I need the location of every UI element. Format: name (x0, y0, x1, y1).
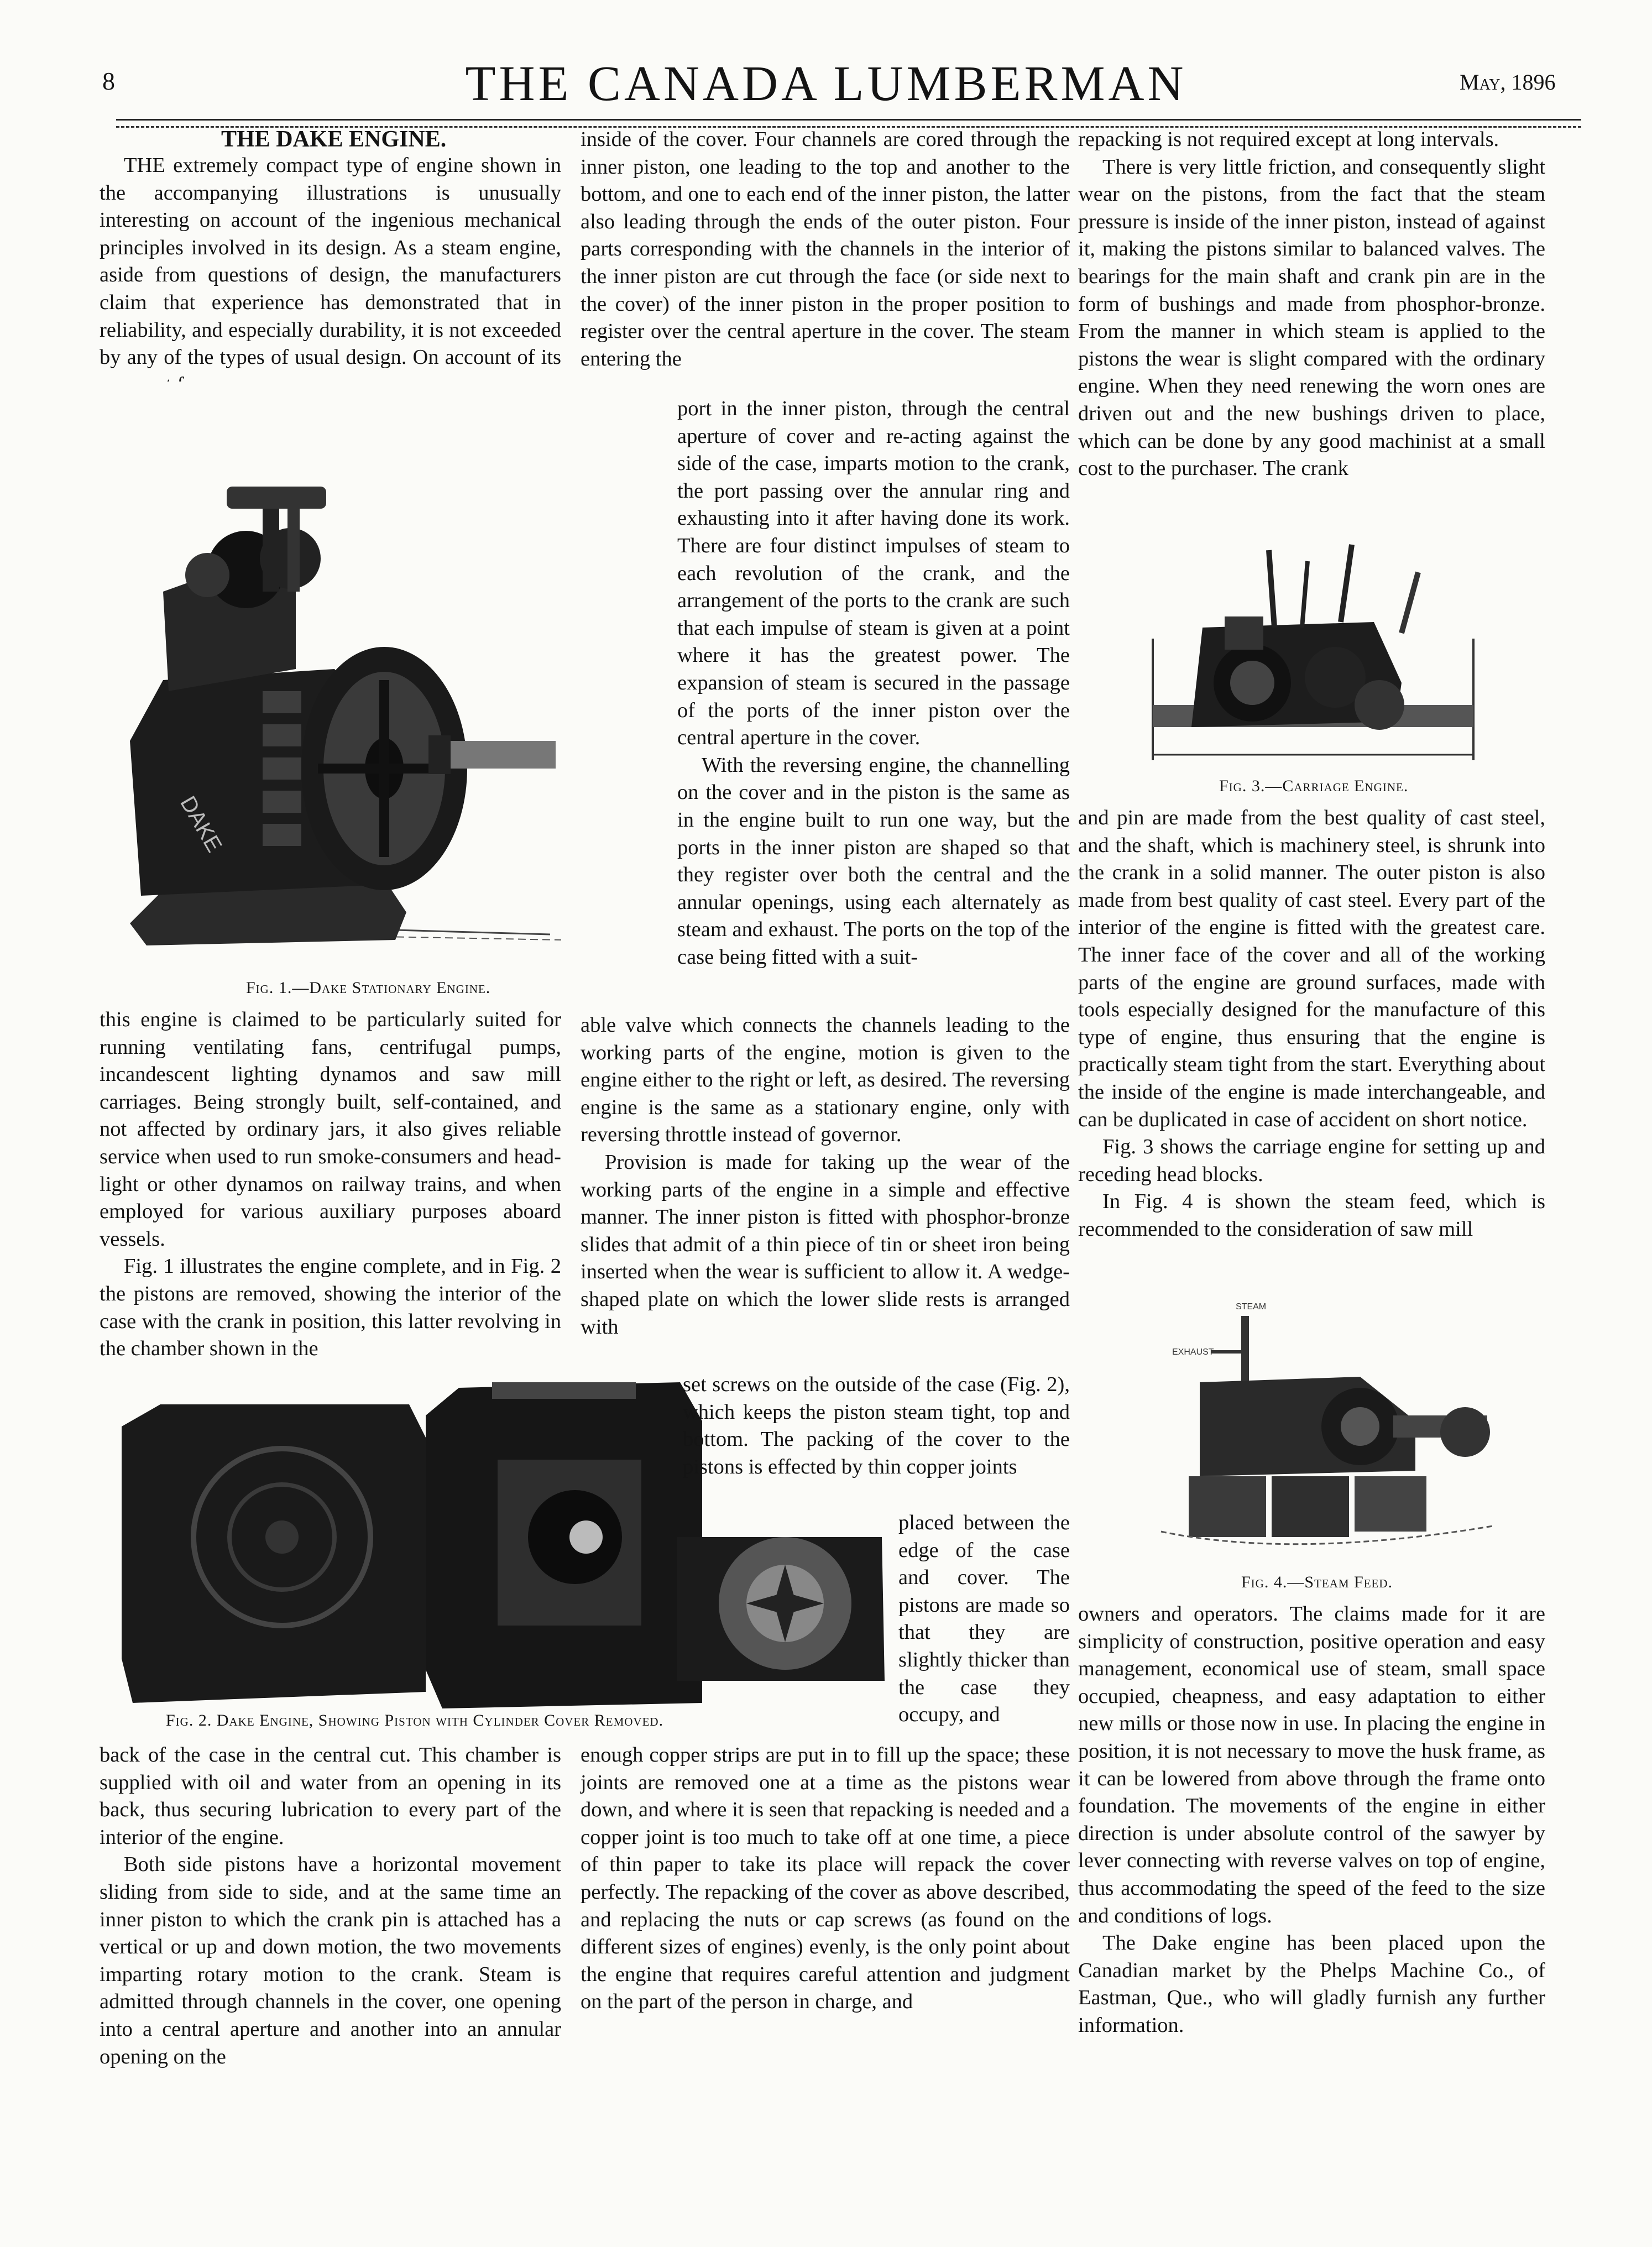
paragraph: owners and operators. The claims made for it are simplicity of construction, positive operation and easy management, economical use of steam, small space occupied, cheapness, and easy adaptation to either new mills or those now in use. In placing the engine in position, it is not necessary to move the husk frame, as it can be lowered from above through the frame onto foundation. The movements of the engine in either direction is under absolute control of the sawyer by lever connecting with reverse valves on top of engine, thus accommodating the speed of the feed to the size and conditions of logs. (1078, 1602, 1545, 1927)
col2-bottom-text (581, 1742, 1070, 2016)
fig4-steam-feed-illustration (1128, 1294, 1515, 1565)
fig2-caption: Fig. 2. Dake Engine, Showing Piston with Cylinder Cover Removed. (166, 1711, 664, 1729)
paragraph: port in the inner piston, through the central aperture of cover and re-acting against the side of the case, imparts motion to the crank, the port passing over the annular ring and exhausting into it after having done its work. There are four distinct impulses of steam to each revolution of the crank, and the arrangement of the ports to the crank are such that each impulse of steam is given at a point where it has the greatest power. The expansion of steam is secured in the passage of the ports of the inner piston over the central aperture in the cover. (677, 397, 1070, 750)
paragraph: and pin are made from the best quality of cast steel, and the shaft, which is machinery steel, is shrunk into the crank in a solid manner. The outer piston is also made from best quality of cast steel. Every part of the interior of the engine is fitted with the greatest care. The inner face of the cover and all of the working parts of the engine are ground surfaces, made with tools especially designed for the manufacture of this type of engine, thus ensuring that the engine is practically steam tight from the start. Everything about the inside of the engine is made interchangeable, and can be duplicated in case of accident on short notice. (1078, 806, 1545, 1131)
paragraph: Fig. 1 illustrates the engine complete, and in Fig. 2 the pistons are removed, showing the interior of the case with the crank in position, this latter revolving in the chamber shown in the (100, 1255, 561, 1361)
col2-narrow-text (677, 395, 1070, 971)
paragraph: repacking is not required except at long intervals. (1078, 128, 1499, 151)
col2-fig2-side-text (683, 1371, 1070, 1481)
fig1-stationary-engine-illustration (97, 382, 564, 973)
col1-mid-text (100, 1006, 561, 1363)
fig1-lettering: DAKE (175, 792, 227, 856)
paragraph: able valve which connects the channels leading to the working parts of the engine, motion is given to the engine either to the right or left, as desired. The reversing engine is the same as a stationary engine, only with reversing throttle instead of governor. (581, 1013, 1070, 1147)
paragraph: Provision is made for taking up the wear of the working parts of the engine in a simple and effective manner. The inner piston is fitted with phosphor-bronze slides that admit of a thin piece of tin or sheet iron being inserted when the wear is sufficient to allow it. A wedge-shaped plate on which the lower slide rests is arranged with (581, 1150, 1070, 1339)
paragraph: enough copper strips are put in to fill up the space; these joints are removed one at a time as the pistons wear down, and where it is seen that repacking is needed and a copper joint is too much to take off at one time, a piece of thin paper to take its place will repack the cover perfectly. The repacking of the cover as above described, and replacing the nuts or cap screws (as found on the different sizes of engines) evenly, is the only point about the engine that requires careful attention and judgment on the part of the person in charge, and (581, 1743, 1070, 2014)
paragraph: There is very little friction, and consequently slight wear on the pistons, from the fact that the steam pressure is inside of the inner piston, instead of against it, making the pistons similar to balanced valves. The bearings for the main shaft and crank pin are in the form of bushings and made from phosphor-bronze. From the manner in which steam is applied to the pistons the wear is slight compared with the ordinary engine. When they need renewing the worn ones are driven out and the new bushings driven to place, which can be done by any good machinist at a small cost to the purchaser. The crank (1078, 155, 1545, 480)
paragraph: Both side pistons have a horizontal movement sliding from side to side, and at the same time an inner piston to which the crank pin is attached has a vertical or up and down motion, the two movements imparting rotary motion to the crank. Steam is admitted through channels in the cover, one opening into a central aperture and another into an annular opening on the (100, 1853, 561, 2068)
fig4-steam-label: STEAM (1236, 1302, 1267, 1311)
paragraph: With the reversing engine, the channelling on the cover and in the piston is the same as in the engine built to run one way, but the ports in the inner piston are shaped so that they register over both the central and the annular openings, using each alternately as steam and exhaust. The ports on the top of the case being fitted with a suit- (677, 753, 1070, 969)
fig4-exhaust-label: EXHAUST (1172, 1347, 1214, 1357)
paragraph: set screws on the outside of the case (Fig. 2), which keeps the piston steam tight, top and bottom. The packing of the cover to the pistons is effected by thin copper joints (683, 1373, 1070, 1478)
col2-full-text (581, 1012, 1070, 1341)
col1-bottom-text (100, 1742, 561, 2071)
col3-bottom-text (1078, 1601, 1545, 2040)
col2-fig2-narrow-text (898, 1509, 1070, 1729)
paragraph: placed between the edge of the case and cover. The pistons are made so that they are slightly thicker than the case they occupy, and (898, 1511, 1070, 1727)
journal-title: THE CANADA LUMBERMAN (465, 56, 1187, 111)
paragraph: this engine is claimed to be particularly suited for running ventilating fans, centrifugal pumps, incandescent lighting dynamos and saw mill carriages. Being strongly built, self-contained, and not affected by ordinary jars, it also gives reliable service when used to run smoke-consumers and head-light or other dynamos on railway trains, and when employed for various auxiliary purposes aboard vessels. (100, 1008, 561, 1251)
masthead-rule (116, 119, 1581, 121)
col3-mid-text (1078, 804, 1545, 1243)
page-number: 8 (102, 67, 115, 95)
col2-top-text (581, 126, 1070, 373)
paragraph: Fig. 3 shows the carriage engine for setting up and receding head blocks. (1078, 1135, 1545, 1186)
paragraph: inside of the cover. Four channels are cored through the inner piston, one leading to the top and another to the bottom, and one to each end of the inner piston, the latter also leading through the ends of the outer piston. Four parts corresponding with the channels in the interior of the inner piston are cut through the face (or side next to the cover) of the inner piston in the proper position to register over the central aperture in the cover. The steam entering the (581, 128, 1070, 370)
fig3-caption: Fig. 3.—Carriage Engine. (1219, 777, 1409, 795)
paragraph: In Fig. 4 is shown the steam feed, which is recommended to the consideration of saw mill (1078, 1190, 1545, 1241)
article-title: THE DAKE ENGINE. (221, 127, 447, 152)
fig1-caption: Fig. 1.—Dake Stationary Engine. (246, 979, 491, 997)
fig3-carriage-engine-illustration (1142, 539, 1496, 771)
issue-date: May, 1896 (1460, 70, 1556, 95)
paragraph: back of the case in the central cut. This chamber is supplied with oil and water from an opening in its back, thus securing lubrication to every part of the interior of the engine. (100, 1743, 561, 1849)
fig4-caption: Fig. 4.—Steam Feed. (1241, 1573, 1393, 1591)
paragraph: The Dake engine has been placed upon the Canadian market by the Phelps Machine Co., of Eastman, Que., who will gladly furnish any further information. (1078, 1931, 1545, 2037)
paragraph: THE extremely compact type of engine shown in the accompanying illustrations is unusually interesting on account of the ingenious mechanical principles involved in its design. As a steam engine, aside from questions of design, the manufacturers claim that experience has demonstrated that in reliability, and especially durability, it is not exceeded by any of the types of usual design. On account of its (100, 154, 561, 369)
col3-top-text (1078, 126, 1545, 483)
col1-top-text (100, 152, 561, 399)
